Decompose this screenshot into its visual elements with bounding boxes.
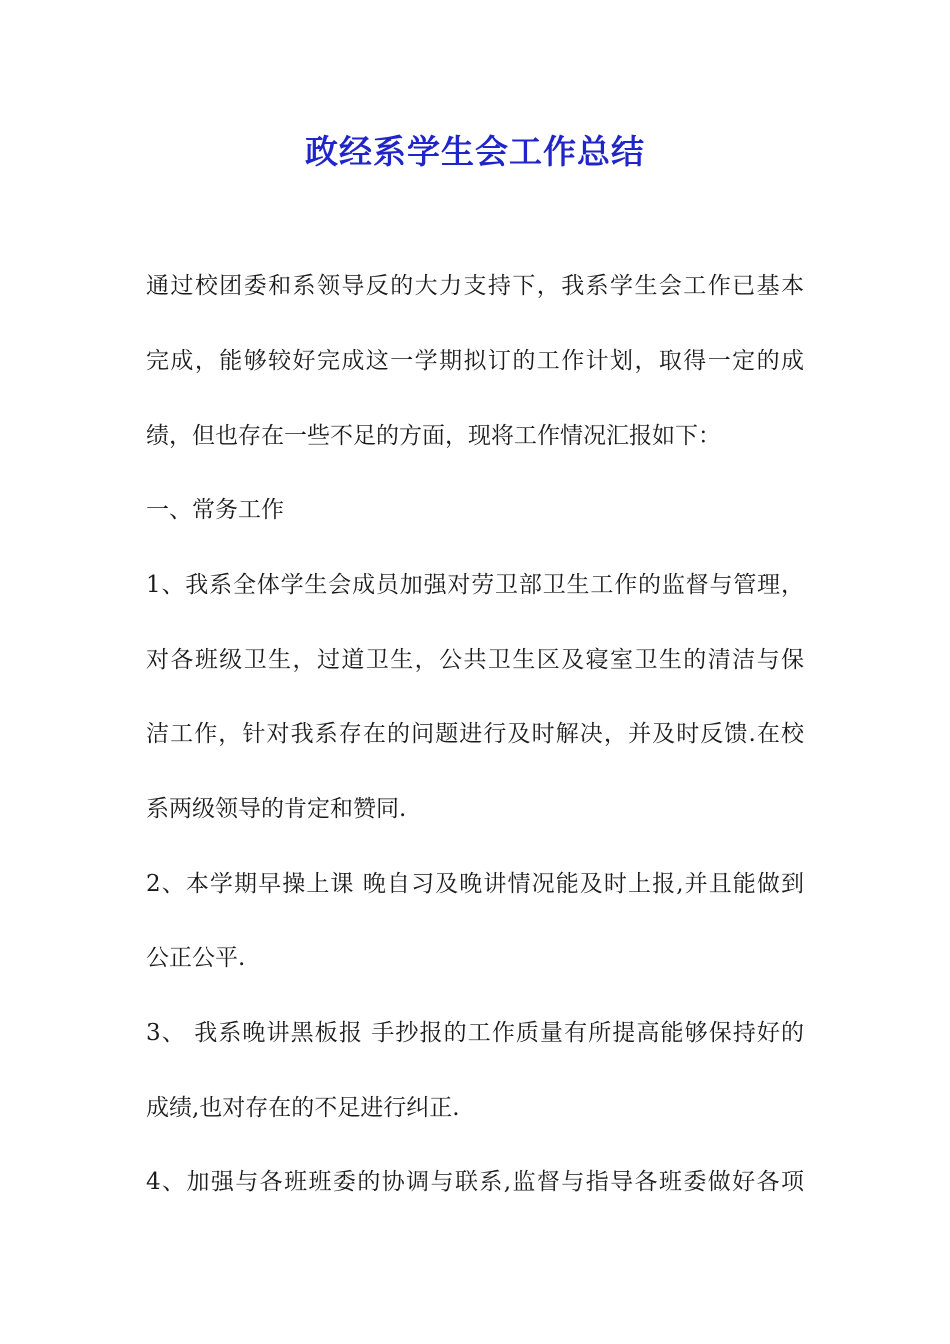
body-line-12: 成绩,也对存在的不足进行纠正. — [146, 1095, 460, 1121]
body-line-11: 3、 我系晚讲黑板报 手抄报的工作质量有所提高能够保持好的 — [146, 1020, 804, 1046]
body-line-2: 完成，能够较好完成这一学期拟订的工作计划，取得一定的成 — [146, 348, 804, 374]
body-line-6: 对各班级卫生，过道卫生，公共卫生区及寝室卫生的清洁与保 — [146, 647, 804, 673]
body-line-1: 通过校团委和系领导反的大力支持下，我系学生会工作已基本 — [146, 273, 804, 299]
body-line-5: 1、我系全体学生会成员加强对劳卫部卫生工作的监督与管理， — [146, 572, 804, 598]
body-line-10: 公正公平. — [146, 945, 246, 971]
document-title: 政经系学生会工作总结 — [305, 132, 645, 171]
body-line-13: 4、加强与各班班委的协调与联系,监督与指导各班委做好各项 — [146, 1169, 804, 1195]
body-line-7: 洁工作，针对我系存在的问题进行及时解决，并及时反馈.在校 — [146, 721, 804, 747]
body-line-3: 绩，但也存在一些不足的方面，现将工作情况汇报如下： — [146, 423, 721, 449]
body-line-9: 2、本学期早操上课 晚自习及晚讲情况能及时上报,并且能做到 — [146, 871, 804, 897]
body-line-8: 系两级领导的肯定和赞同. — [146, 796, 407, 822]
section-heading: 一、常务工作 — [146, 497, 284, 523]
